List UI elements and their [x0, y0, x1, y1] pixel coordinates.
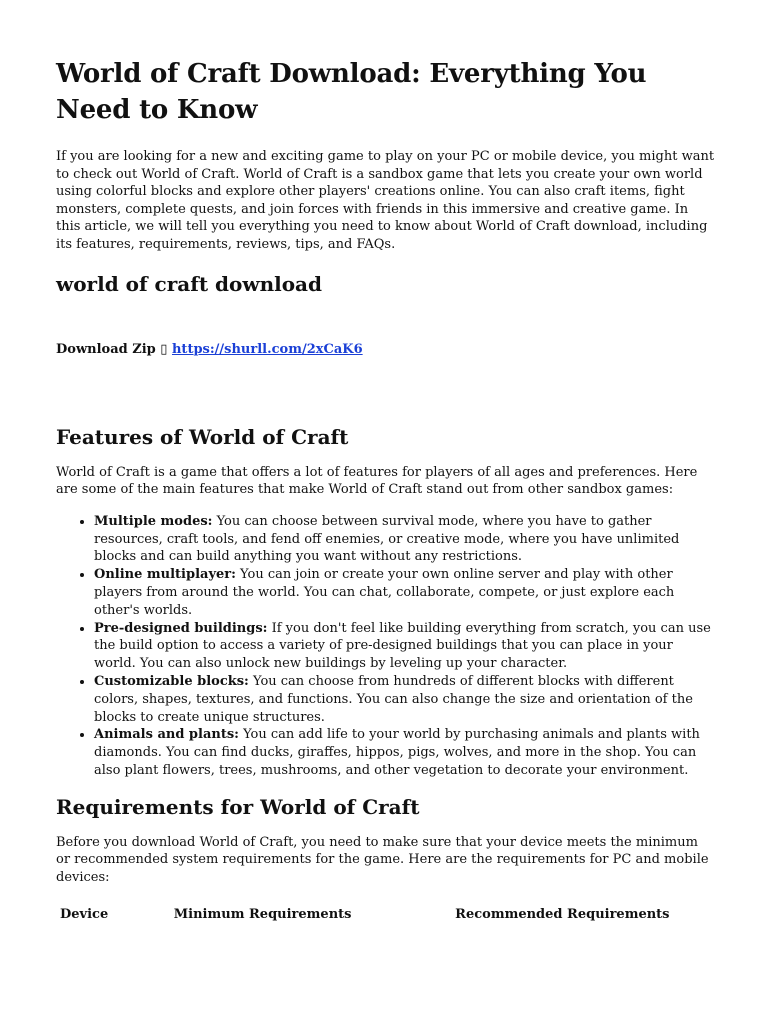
feature-text: If you don't feel like building everything from scratch, you can use the build option to access a variety of pre-designed buildings that you can place in your world. You can also unlock new buildings by leveling up your character.: [94, 620, 711, 672]
feature-term: Multiple modes:: [94, 513, 213, 529]
feature-text: You can choose between survival mode, where you have to gather resources, craft tools, and fend off enemies, or creative mode, where you have unlimited blocks and can build anything you want without any restrictions.: [94, 513, 680, 565]
features-list: [56, 513, 716, 780]
requirements-heading: Requirements for World of Craft: [56, 794, 420, 819]
download-line: [56, 341, 716, 358]
feature-term: Animals and plants:: [94, 727, 239, 743]
requirements-table: [56, 904, 716, 924]
feature-term: Pre-designed buildings:: [94, 620, 268, 636]
features-heading: Features of World of Craft: [56, 424, 349, 449]
download-label: Download Zip: [56, 341, 156, 357]
list-item: [94, 673, 716, 726]
list-item: [94, 620, 716, 673]
column-header-recommended: Recommended Requirements: [455, 906, 670, 922]
feature-term: Online multiplayer:: [94, 567, 236, 583]
table-header-row: [56, 904, 716, 924]
requirements-intro: Before you download World of Craft, you need to make sure that your device meets the minimum or recommended system requirements for the game. Here are the requirements for PC and mobile devices:: [56, 834, 709, 885]
features-intro: World of Craft is a game that offers a lot of features for players of all ages and preferences. Here are some of the main features that make World of Craft stand out from other sandbox games:: [56, 464, 698, 498]
intro-paragraph: If you are looking for a new and exciting game to play on your PC or mobile device, you might want to check out World of Craft. World of Craft is a sandbox game that lets you create your own world using colorful blocks and explore other players' creations online. You can also craft items, fight monsters, complete quests, and join forces with friends in this immersive and creative game. In this article, we will tell you everything you need to know about World of Craft download, including its features, requirements, reviews, tips, and FAQs.: [56, 149, 715, 252]
column-header-device: Device: [60, 906, 109, 922]
article: [56, 56, 716, 924]
download-link[interactable]: https://shurll.com/2xCaK6: [171, 341, 363, 357]
feature-text: You can choose from hundreds of different blocks with different colors, shapes, textures, and functions. You can also change the size and orientation of the blocks to create unique structures.: [94, 673, 693, 725]
arrow-glyph-icon: ▯: [160, 341, 168, 357]
list-item: [94, 513, 716, 566]
list-item: [94, 566, 716, 619]
feature-term: Customizable blocks:: [94, 673, 249, 689]
feature-text: You can join or create your own online server and play with other players from around the world. You can chat, collaborate, compete, or just explore each other's worlds.: [94, 567, 675, 618]
feature-text: You can add life to your world by purchasing animals and plants with diamonds. You can find ducks, giraffes, hippos, pigs, wolves, and more in the shop. You can also plant flowers, trees, mushrooms, and other vegetation to decorate your environment.: [94, 727, 700, 778]
page-title: World of Craft Download: Everything You Need to Know: [56, 59, 647, 125]
download-heading: world of craft download: [56, 271, 322, 296]
column-header-minimum: Minimum Requirements: [173, 906, 352, 922]
list-item: [94, 726, 716, 779]
